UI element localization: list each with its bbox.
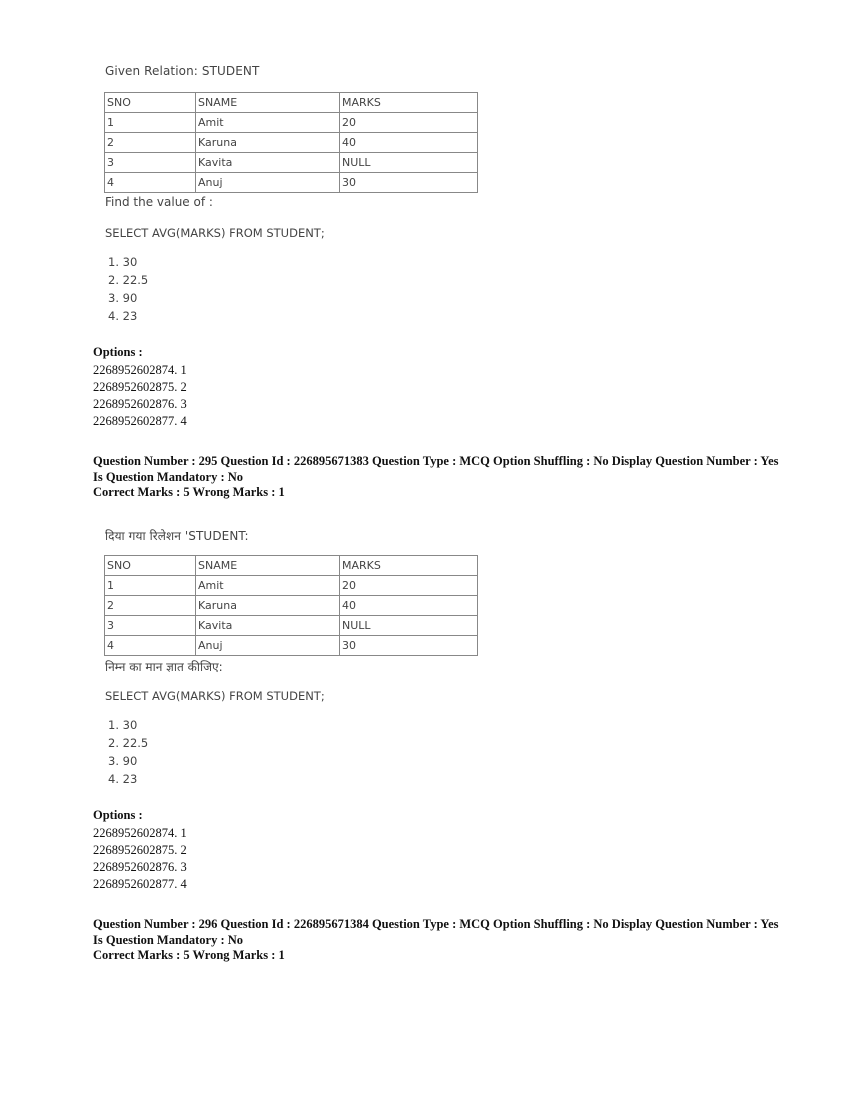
option-item: 2268952602875. 2 <box>93 380 187 394</box>
answer-choices <box>105 253 148 325</box>
choice-item: 4. 23 <box>108 309 138 323</box>
table-header-row <box>105 93 478 113</box>
table-cell: 40 <box>340 133 478 153</box>
marks-line: Correct Marks : 5 Wrong Marks : 1 <box>93 948 285 962</box>
table-row <box>105 133 478 153</box>
table-row <box>105 113 478 133</box>
table-cell: Kavita <box>196 616 340 636</box>
relation-intro: Given Relation: STUDENT <box>105 64 260 78</box>
question-meta-line: Question Number : 296 Question Id : 226895671384 Question Type : MCQ Option Shuffling : No Display Question Number : Yes Is Question Mandatory : No <box>93 917 779 947</box>
table-cell: 3 <box>105 153 196 173</box>
table-cell: Karuna <box>196 596 340 616</box>
table-cell: 3 <box>105 616 196 636</box>
question-meta-295 <box>93 454 783 501</box>
table-cell: 20 <box>340 113 478 133</box>
option-item: 2268952602877. 4 <box>93 877 187 891</box>
table-cell: Karuna <box>196 133 340 153</box>
header-cell-sno: SNO <box>105 556 196 576</box>
header-cell-sname: SNAME <box>196 556 340 576</box>
sql-query: SELECT AVG(MARKS) FROM STUDENT; <box>105 689 325 703</box>
table-cell: NULL <box>340 616 478 636</box>
find-value-text-hindi: निम्न का मान ज्ञात कीजिए: <box>105 660 223 674</box>
choice-item: 2. 22.5 <box>108 736 149 750</box>
table-cell: 4 <box>105 173 196 193</box>
table-cell: 30 <box>340 636 478 656</box>
choice-item: 4. 23 <box>108 772 138 786</box>
find-value-text: Find the value of : <box>105 195 213 209</box>
table-cell: 30 <box>340 173 478 193</box>
table-row <box>105 576 478 596</box>
table-cell: 1 <box>105 113 196 133</box>
student-table <box>104 92 478 193</box>
table-row <box>105 596 478 616</box>
option-item: 2268952602875. 2 <box>93 843 187 857</box>
option-item: 2268952602874. 1 <box>93 826 187 840</box>
option-item: 2268952602874. 1 <box>93 363 187 377</box>
choice-item: 1. 30 <box>108 255 138 269</box>
table-cell: Anuj <box>196 173 340 193</box>
question-meta-line: Question Number : 295 Question Id : 226895671383 Question Type : MCQ Option Shuffling : No Display Question Number : Yes Is Question Mandatory : No <box>93 454 779 484</box>
table-row <box>105 173 478 193</box>
option-item: 2268952602876. 3 <box>93 860 187 874</box>
header-cell-sname: SNAME <box>196 93 340 113</box>
table-cell: Kavita <box>196 153 340 173</box>
table-row <box>105 616 478 636</box>
table-cell: 20 <box>340 576 478 596</box>
table-cell: 4 <box>105 636 196 656</box>
student-table-hindi <box>104 555 478 656</box>
options-list <box>93 362 187 430</box>
answer-choices <box>105 716 148 788</box>
table-cell: 40 <box>340 596 478 616</box>
table-cell: Amit <box>196 113 340 133</box>
table-cell: NULL <box>340 153 478 173</box>
choice-item: 2. 22.5 <box>108 273 149 287</box>
table-row <box>105 153 478 173</box>
table-header-row <box>105 556 478 576</box>
table-cell: Amit <box>196 576 340 596</box>
header-cell-marks: MARKS <box>340 556 478 576</box>
question-meta-296 <box>93 917 783 964</box>
relation-intro-hindi: दिया गया रिलेशन 'STUDENT: <box>105 529 249 543</box>
options-label: Options : <box>93 808 143 822</box>
choice-item: 3. 90 <box>108 291 138 305</box>
options-label: Options : <box>93 345 143 359</box>
header-cell-sno: SNO <box>105 93 196 113</box>
options-list <box>93 825 187 893</box>
table-cell: 2 <box>105 133 196 153</box>
table-cell: Anuj <box>196 636 340 656</box>
choice-item: 3. 90 <box>108 754 138 768</box>
option-item: 2268952602877. 4 <box>93 414 187 428</box>
table-cell: 1 <box>105 576 196 596</box>
choice-item: 1. 30 <box>108 718 138 732</box>
header-cell-marks: MARKS <box>340 93 478 113</box>
sql-query: SELECT AVG(MARKS) FROM STUDENT; <box>105 226 325 240</box>
option-item: 2268952602876. 3 <box>93 397 187 411</box>
table-row <box>105 636 478 656</box>
table-cell: 2 <box>105 596 196 616</box>
marks-line: Correct Marks : 5 Wrong Marks : 1 <box>93 485 285 499</box>
